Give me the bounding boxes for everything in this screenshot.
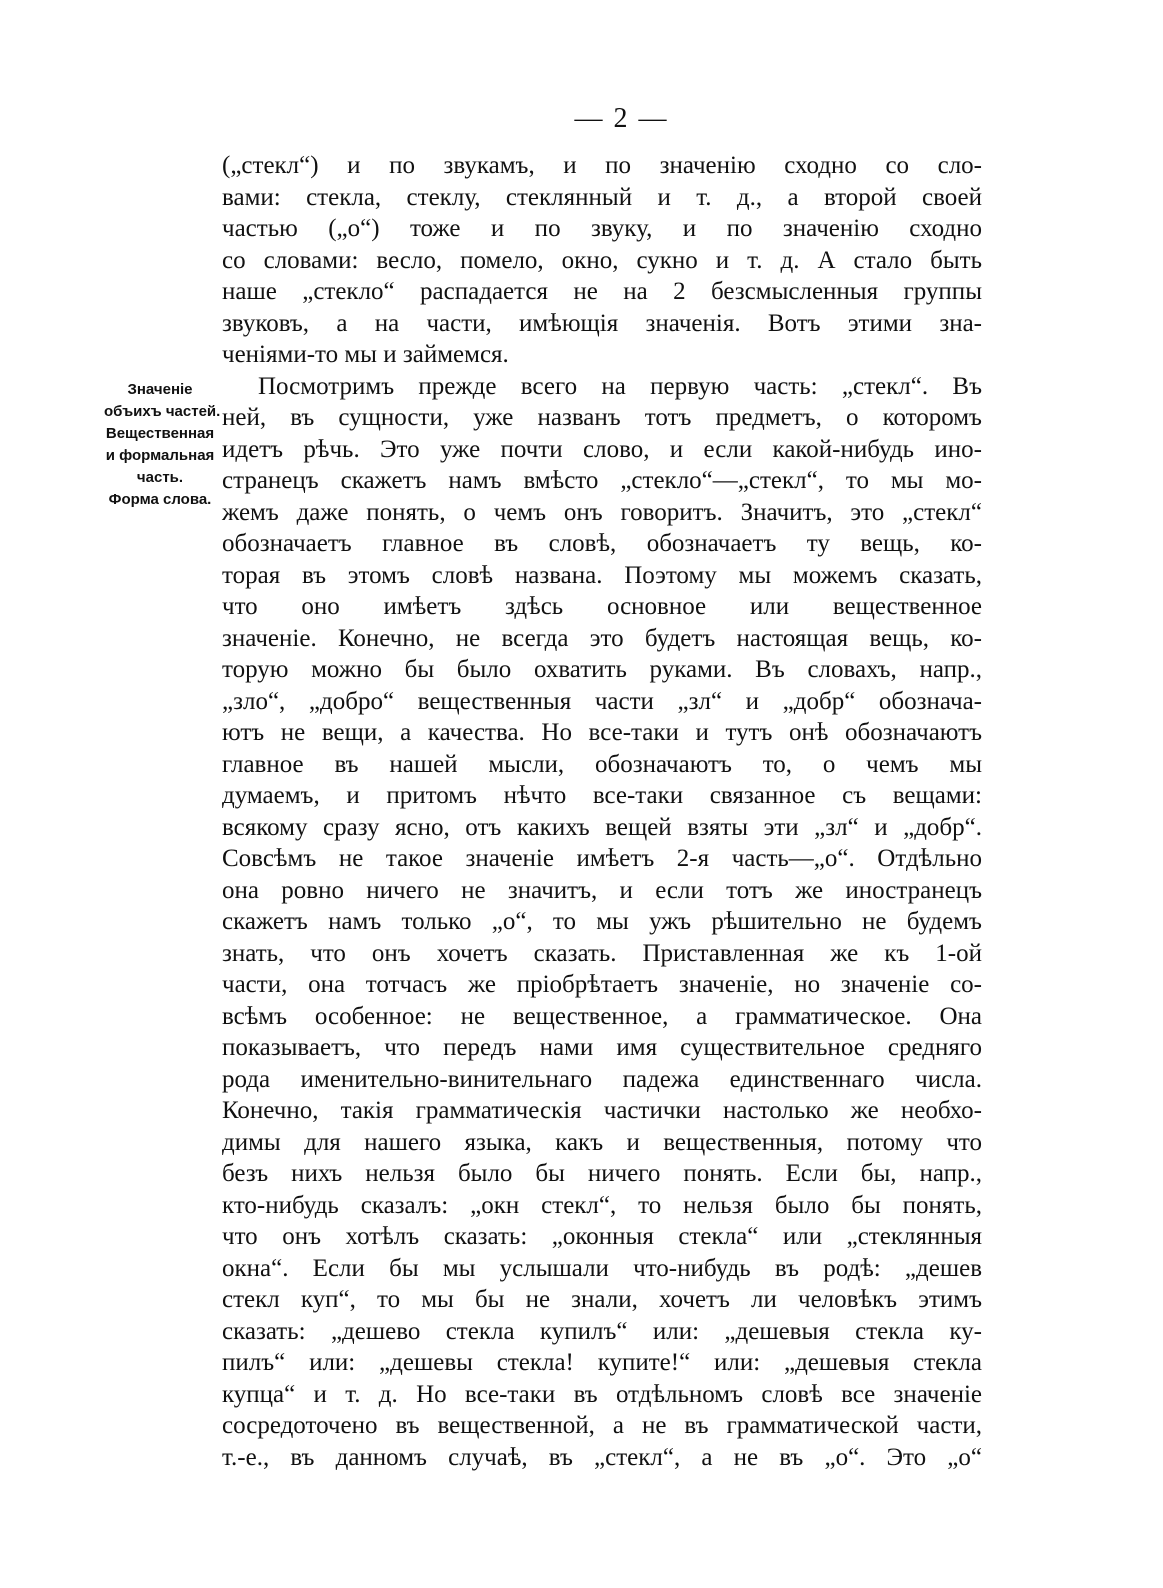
text-line: жемъ даже понять, о чемъ онъ говоритъ. Значитъ, это „стекл“ xyxy=(222,498,982,526)
text-line: торую можно бы было охватить руками. Въ словахъ, напр., xyxy=(222,656,982,683)
margin-note-line: Форма слова. xyxy=(108,491,212,508)
text-line: знать, что онъ хочетъ сказать. Приставленная же къ 1-ой xyxy=(222,939,982,967)
text-line: Совсѣмъ не такое значеніе имѣетъ 2-я часть—„о“. Отдѣльно xyxy=(222,845,982,872)
text-line: рода именительно-винительнаго падежа единственнаго числа. xyxy=(222,1065,982,1093)
text-line: значеніе. Конечно, не всегда это будетъ настоящая вещь, ко- xyxy=(222,624,982,652)
text-line: купца“ и т. д. Но все-таки въ отдѣльномъ словѣ все значеніе xyxy=(222,1380,982,1408)
text-line: наше „стекло“ распадается не на 2 безсмысленныя группы xyxy=(222,278,982,305)
text-line: звуковъ, а на части, имѣющія значенія. Вотъ этими зна- xyxy=(222,309,982,337)
text-line: частью („о“) тоже и по звуку, и по значенію сходно xyxy=(222,215,982,242)
text-line: думаемъ, и притомъ нѣчто все-таки связанное съ вещами: xyxy=(222,782,982,809)
text-line: идетъ рѣчь. Это уже почти слово, и если какой-нибудь ино- xyxy=(222,435,982,463)
text-line: показываетъ, что передъ нами имя существительное средняго xyxy=(222,1034,982,1061)
text-line: безъ нихъ нельзя было бы ничего понять. Если бы, напр., xyxy=(222,1160,982,1187)
text-line: окна“. Если бы мы услышали что-нибудь въ родѣ: „дешев xyxy=(222,1254,982,1282)
text-line: всѣмъ особенное: не вещественное, а грамматическое. Она xyxy=(222,1002,982,1030)
margin-note xyxy=(104,379,221,511)
margin-note-line: и формальная xyxy=(105,447,215,464)
page-number: — 2 — xyxy=(574,103,669,134)
margin-note-line: часть. xyxy=(136,469,184,486)
text-line: пилъ“ или: „дешевы стекла! купите!“ или: „дешевыя стекла xyxy=(222,1349,982,1376)
text-line: ченіями-то мы и займемся. xyxy=(222,341,509,368)
text-line: кто-нибудь сказалъ: „окн стекл“, то нельзя было бы понять, xyxy=(222,1191,982,1219)
text-line: сказать: „дешево стекла купилъ“ или: „дешевыя стекла ку- xyxy=(222,1317,982,1345)
text-line: т.-е., въ данномъ случаѣ, въ „стекл“, а не въ „о“. Это „о“ xyxy=(222,1443,982,1471)
text-line: („стекл“) и по звукамъ, и по значенію сходно со сло- xyxy=(222,152,982,179)
text-line: части, она тотчасъ же пріобрѣтаетъ значеніе, но значеніе со- xyxy=(222,971,982,998)
text-line: главное въ нашей мысли, обозначаютъ то, о чемъ мы xyxy=(222,750,982,778)
margin-note-line: объихъ частей. xyxy=(104,403,221,420)
text-line: ней, въ сущности, уже названъ тотъ предметъ, о которомъ xyxy=(222,404,982,431)
text-line: что онъ хотѣлъ сказать: „оконныя стекла“ или „стеклянныя xyxy=(222,1223,982,1250)
paragraph-2 xyxy=(222,371,982,1474)
margin-note-line: Значеніе xyxy=(127,381,193,398)
text-line: она ровно ничего не значитъ, и если тотъ же иностранецъ xyxy=(222,876,982,904)
margin-note-line: Вещественная xyxy=(105,425,215,442)
text-line: „зло“, „добро“ вещественныя части „зл“ и „добр“ обознача- xyxy=(222,687,982,715)
body-text xyxy=(222,150,982,1473)
text-line: сосредоточено въ вещественной, а не въ грамматической части, xyxy=(222,1412,982,1439)
text-line: обозначаетъ главное въ словѣ, обозначаетъ ту вещь, ко- xyxy=(222,530,982,557)
text-line: стекл куп“, то мы бы не знали, хочетъ ли человѣкъ этимъ xyxy=(222,1286,982,1313)
text-line: ютъ не вещи, а качества. Но все-таки и тутъ онѣ обозначаютъ xyxy=(222,719,982,746)
text-line: Посмотримъ прежде всего на первую часть: „стекл“. Въ xyxy=(258,372,982,400)
text-line: скажетъ намъ только „о“, то мы ужъ рѣшительно не будемъ xyxy=(222,908,982,935)
text-line: димы для нашего языка, какъ и вещественныя, потому что xyxy=(222,1128,982,1156)
text-line: что оно имѣетъ здѣсь основное или вещественное xyxy=(222,593,982,620)
text-line: вами: стекла, стеклу, стеклянный и т. д., а второй своей xyxy=(222,183,982,211)
text-line: торая въ этомъ словѣ названа. Поэтому мы можемъ сказать, xyxy=(222,561,982,589)
text-line: странецъ скажетъ намъ вмѣсто „стекло“—„стекл“, то мы мо- xyxy=(222,467,982,494)
text-line: Конечно, такія грамматическія частички настолько же необхо- xyxy=(222,1097,982,1124)
paragraph-1 xyxy=(222,150,982,371)
text-line: всякому сразу ясно, отъ какихъ вещей взяты эти „зл“ и „добр“. xyxy=(222,813,982,841)
text-line: со словами: весло, помело, окно, сукно и т. д. А стало быть xyxy=(222,246,982,274)
